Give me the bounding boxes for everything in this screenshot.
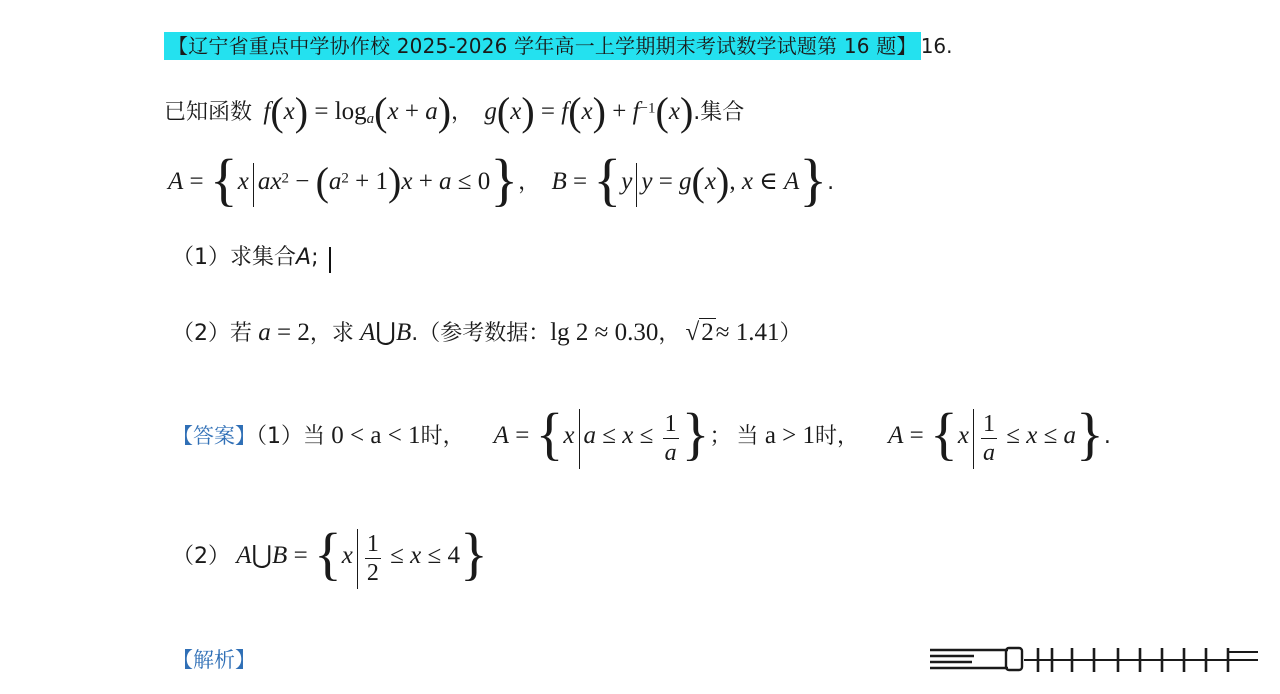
part1-question: （1）求集合A; xyxy=(172,240,331,273)
intro-text: 已知函数 xyxy=(164,100,253,125)
analysis-tag: 【解析】 xyxy=(172,648,256,672)
problem-statement-line1: 已知函数 f(x) = loga(x + a)， g(x) = f(x) + f−1(x).集合 xyxy=(164,89,745,134)
log-text: log xyxy=(334,98,367,125)
sqrt-reference: ≈ 1.41 xyxy=(715,319,780,346)
answer-part1: 【答案】（1）当 0 < a < 1时， A = {x a ≤ x ≤ $\frac{1}{a}$ }； 当 a > 1时， A = {x $\frac{1}{a}$ ≤ x ≤ a}. xyxy=(172,400,1111,469)
part1-text: 求集合 xyxy=(230,245,297,270)
condition-2: a > 1 xyxy=(764,422,816,449)
part2-label: （2） xyxy=(172,321,230,346)
view-toggle-icon[interactable] xyxy=(928,642,1260,678)
lg-reference: lg 2 ≈ 0.30 xyxy=(550,319,659,346)
part1-label: （1） xyxy=(172,245,230,270)
answer-tag: 【答案】 xyxy=(172,424,256,448)
condition-1: 0 < a < 1 xyxy=(331,422,421,449)
question-number: 16. xyxy=(920,34,953,58)
analysis-section xyxy=(172,644,256,674)
math-f: f xyxy=(257,98,271,125)
part2-question: （2）若 a = 2，求 A⋃B.（参考数据：lg 2 ≈ 0.30， √2≈ 1.41） xyxy=(172,319,802,346)
question-header xyxy=(164,30,953,59)
text-cursor xyxy=(329,247,331,273)
source-title: 【辽宁省重点中学协作校 2025-2026 学年高一上学期期末考试数学试题第 16 题】 xyxy=(164,32,921,60)
set-word: .集合 xyxy=(693,100,745,125)
problem-statement-line2: A = {x ax2 − (a2 + 1)x + a ≤ 0}， B = {y y = g(x), x ∈ A}. xyxy=(168,147,835,212)
answer-part2: （2） A⋃B = {x $\frac{1}{2}$ ≤ x ≤ 4} xyxy=(172,520,488,589)
